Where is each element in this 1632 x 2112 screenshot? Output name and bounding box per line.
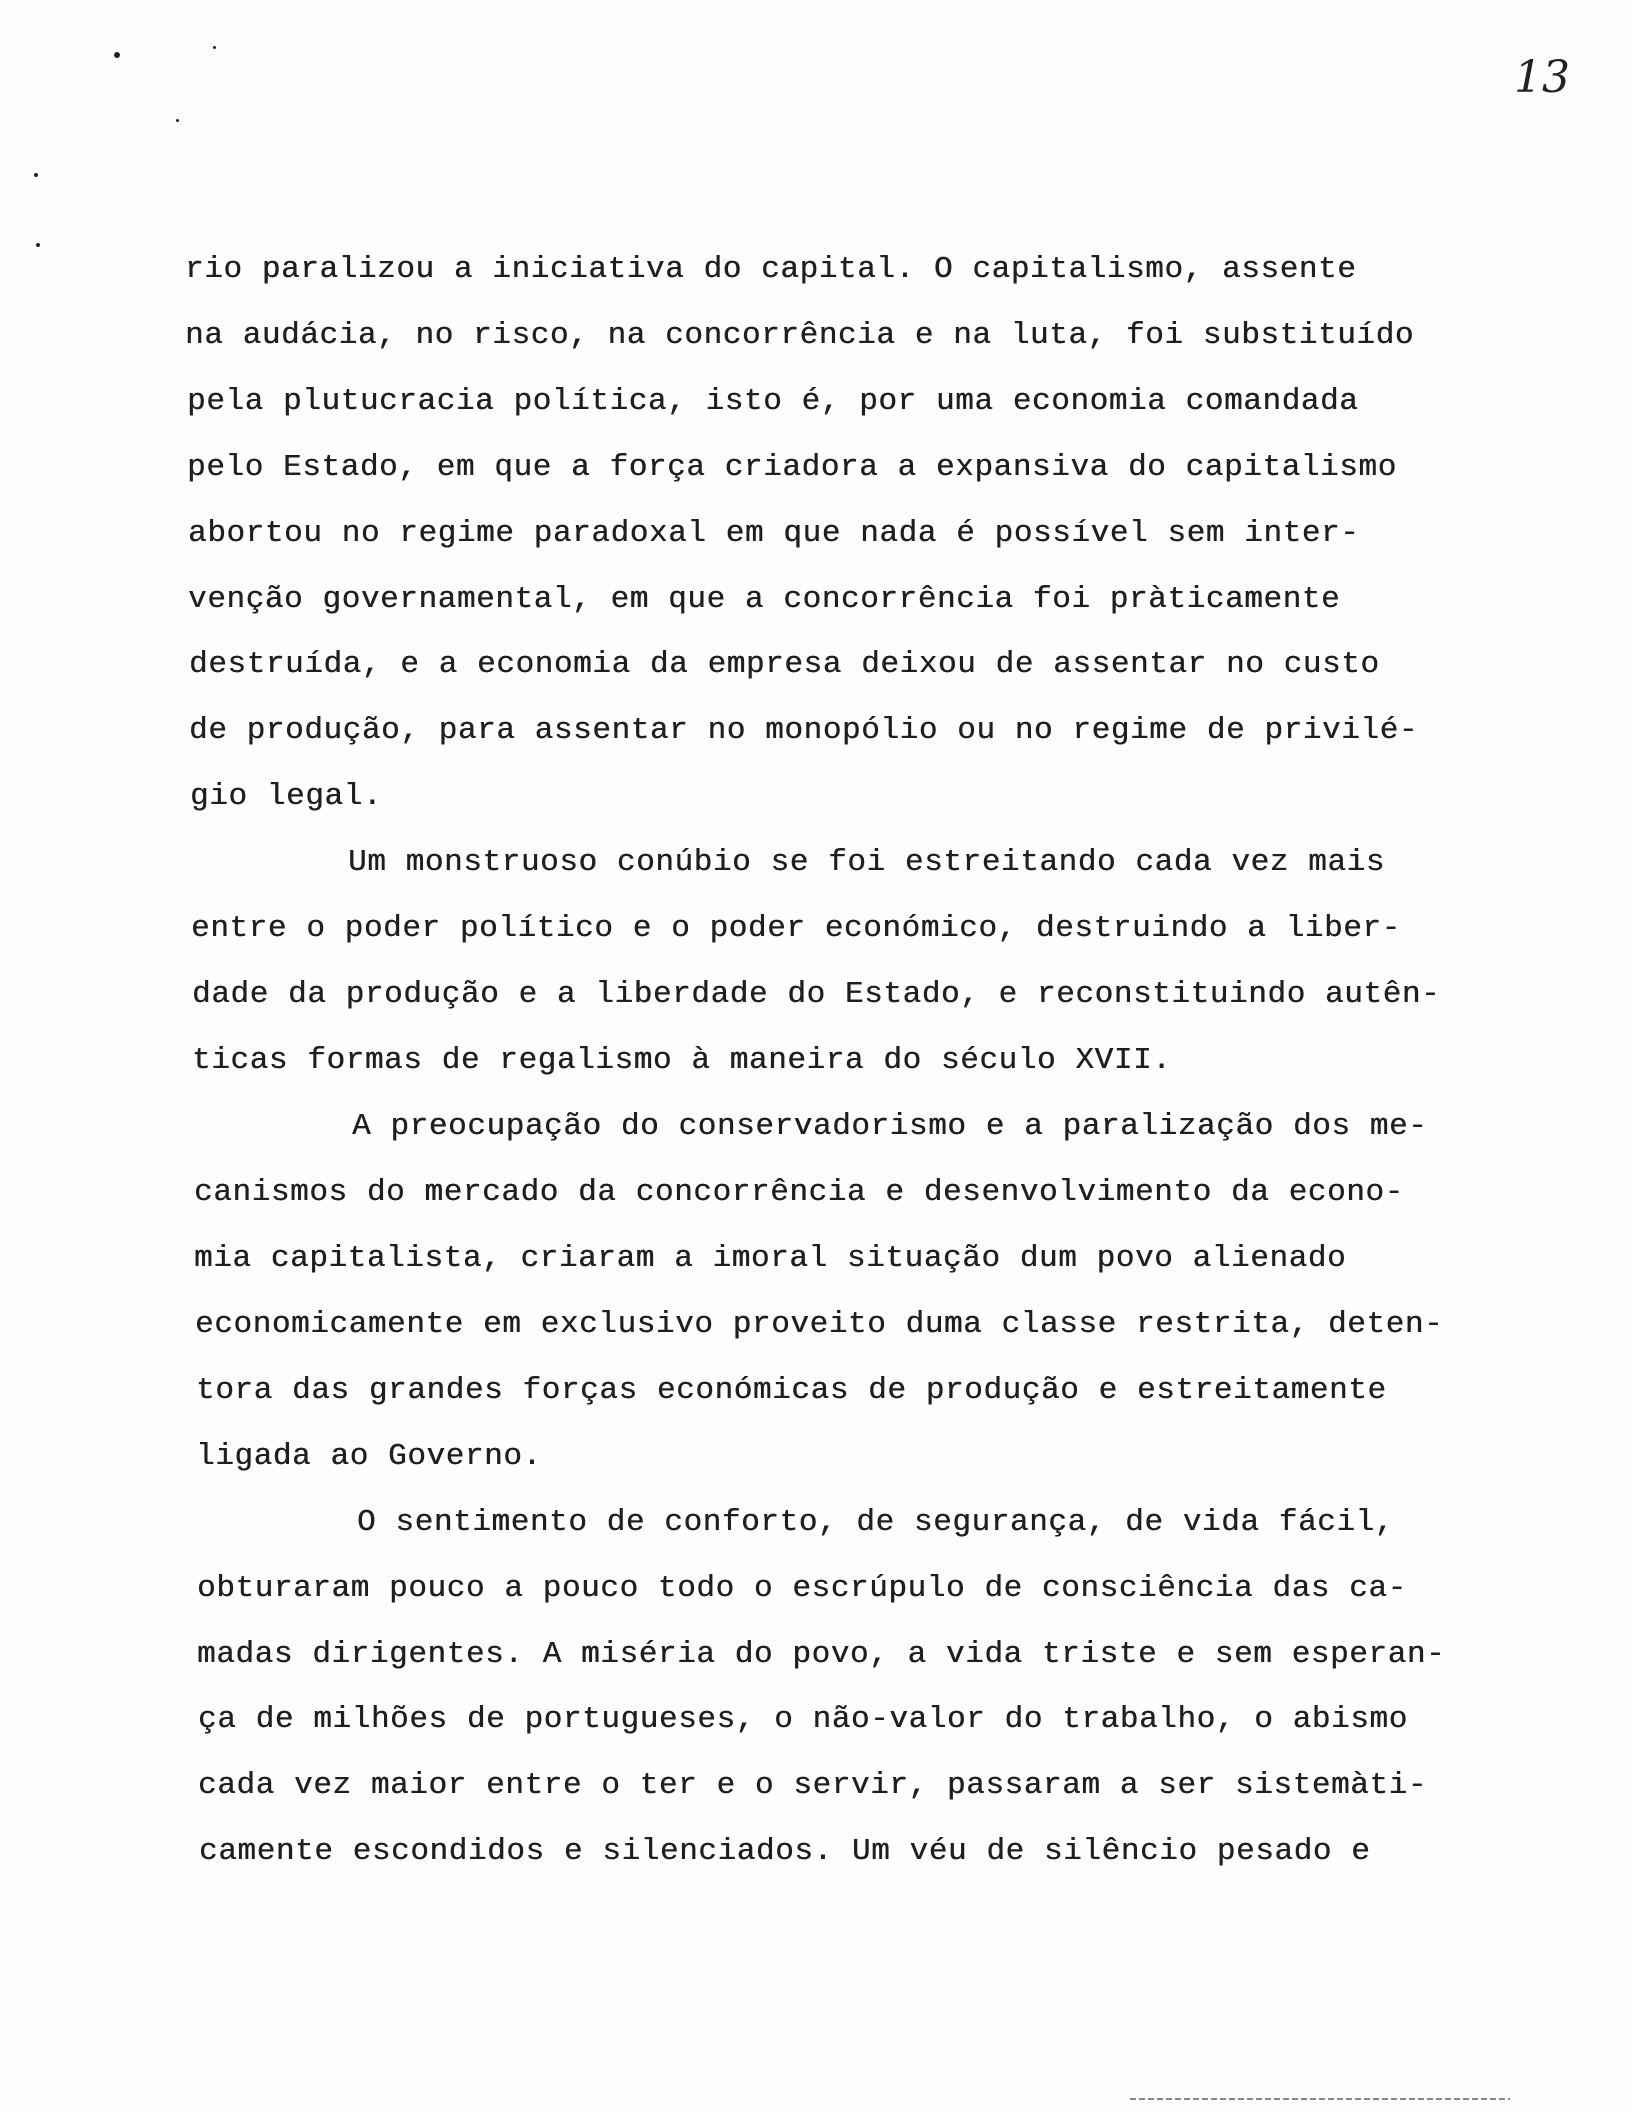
text-line: rio paralizou a iniciativa do capital. O capitalismo, assente (185, 252, 1357, 287)
text-line: ça de milhões de portugueses, o não-valor do trabalho, o abismo (198, 1702, 1408, 1737)
ink-speck (213, 46, 216, 49)
text-line: canismos do mercado da concorrência e desenvolvimento da econo- (194, 1175, 1404, 1210)
text-line: gio legal. (190, 779, 383, 814)
text-line: destruída, e a economia da empresa deixou de assentar no custo (189, 647, 1380, 682)
text-line: venção governamental, em que a concorrência foi pràticamente (188, 582, 1341, 617)
text-line: economicamente em exclusivo proveito duma classe restrita, deten- (195, 1307, 1444, 1342)
text-line: entre o poder político e o poder económico, destruindo a liber- (191, 911, 1401, 946)
text-line: O sentimento de conforto, de segurança, de vida fácil, (357, 1505, 1394, 1540)
ink-speck (176, 119, 179, 122)
text-line: ligada ao Governo. (196, 1439, 542, 1474)
text-line: pela plutucracia política, isto é, por uma economia comandada (187, 384, 1359, 419)
ink-speck (34, 173, 38, 177)
ink-speck (36, 243, 40, 247)
text-line: cada vez maior entre o ter e o servir, passaram a ser sistemàti- (198, 1768, 1427, 1803)
ink-speck (114, 52, 120, 58)
scan-edge-line (1130, 2098, 1510, 2100)
text-line: dade da produção e a liberdade do Estado, e reconstituindo autên- (192, 977, 1441, 1012)
text-line: A preocupação do conservadorismo e a paralização dos me- (352, 1109, 1428, 1144)
page-number: 13 (1514, 52, 1570, 103)
text-line: mia capitalista, criaram a imoral situação dum povo alienado (194, 1241, 1347, 1276)
text-line: obturaram pouco a pouco todo o escrúpulo de consciência das ca- (197, 1571, 1407, 1606)
text-line: pelo Estado, em que a força criadora a expansiva do capitalismo (187, 450, 1397, 485)
text-line: camente escondidos e silenciados. Um véu de silêncio pesado e (199, 1834, 1371, 1869)
text-line: de produção, para assentar no monopólio ou no regime de privilé- (189, 713, 1418, 748)
text-line: tora das grandes forças económicas de produção e estreitamente (196, 1373, 1387, 1408)
text-line: ticas formas de regalismo à maneira do século XVII. (192, 1043, 1172, 1078)
text-line: Um monstruoso conúbio se foi estreitando cada vez mais (348, 845, 1385, 880)
text-line: madas dirigentes. A miséria do povo, a vida triste e sem esperan- (197, 1637, 1446, 1672)
text-line: abortou no regime paradoxal em que nada é possível sem inter- (188, 516, 1360, 551)
text-line: na audácia, no risco, na concorrência e na luta, foi substituído (185, 318, 1414, 353)
